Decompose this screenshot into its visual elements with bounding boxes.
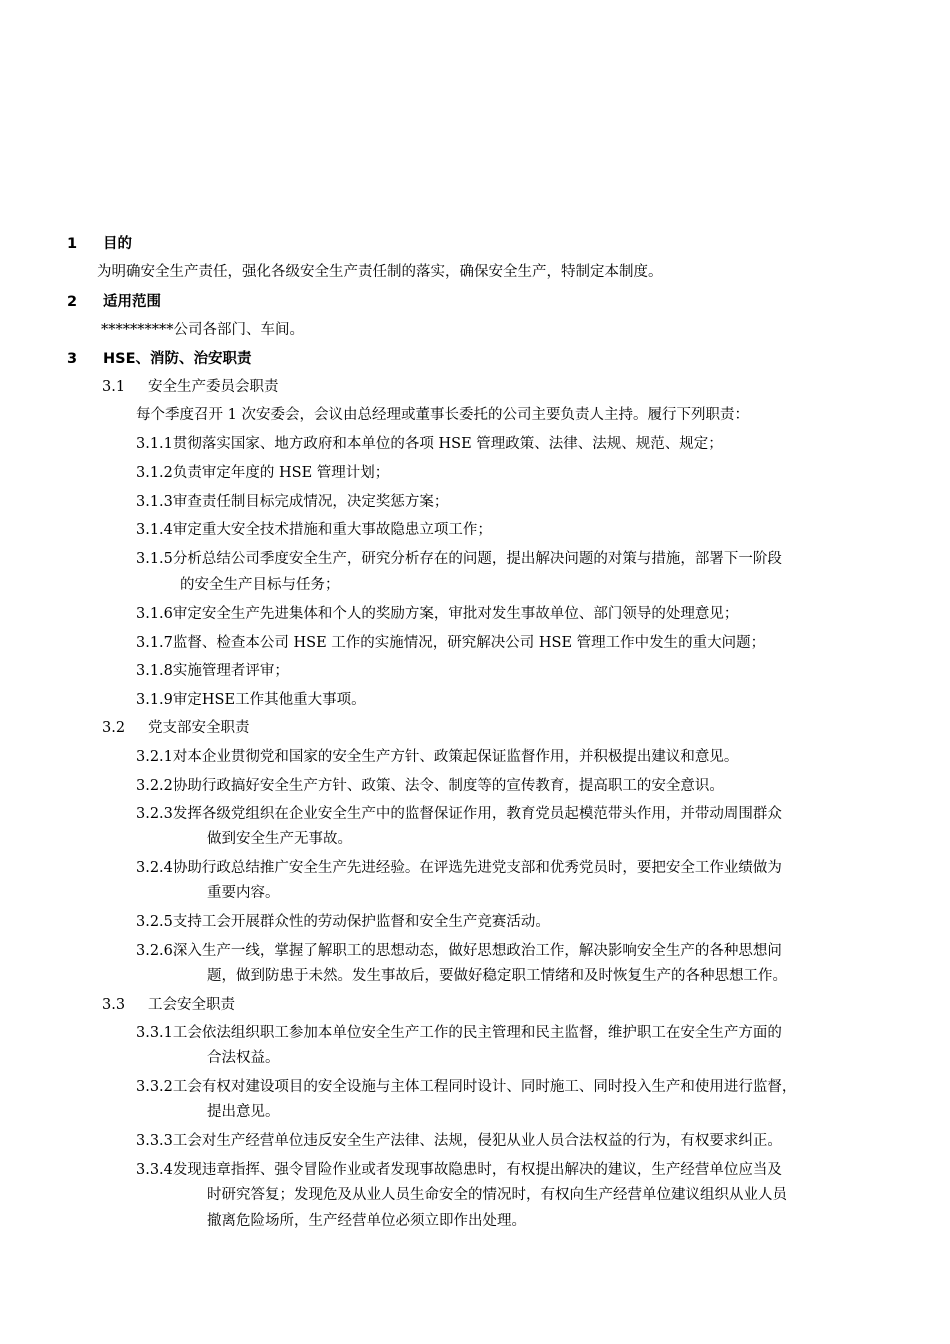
item-3-1-4	[136, 520, 492, 540]
item-3-2-6-continuation: 题，做到防患于未然。发生事故后，要做好稳定职工情绪和及时恢复生产的各种思想工作。	[207, 968, 787, 984]
subsection-title: 党支部安全职责	[148, 720, 250, 736]
item-text: 审定HSE工作其他重大事项。	[172, 692, 366, 708]
item-3-1-8	[136, 661, 289, 681]
item-3-2-4	[136, 858, 782, 878]
item-text: 工会有权对建设项目的安全设施与主体工程同时设计、同时施工、同时投入生产和使用进行监督，	[172, 1079, 797, 1095]
item-text: 审定重大安全技术措施和重大事故隐患立项工作；	[172, 522, 492, 538]
item-text: 发挥各级党组织在企业安全生产中的监督保证作用，教育党员起模范带头作用，并带动周围群众	[172, 806, 782, 822]
item-text: 贯彻落实国家、地方政府和本单位的各项 HSE 管理政策、法律、法规、规范、规定；	[172, 436, 723, 452]
item-text: 审查责任制目标完成情况，决定奖惩方案；	[172, 494, 449, 510]
item-text: 监督、检查本公司 HSE 工作的实施情况，研究解决公司 HSE 管理工作中发生的重大问题；	[172, 635, 766, 651]
item-3-3-1	[136, 1023, 782, 1043]
item-3-1-2	[136, 463, 389, 483]
item-number: 3.2.3	[136, 806, 173, 822]
item-text: 工会对生产经营单位违反安全生产法律、法规，侵犯从业人员合法权益的行为，有权要求纠正。	[172, 1133, 782, 1149]
section-2-text: **********公司各部门、车间。	[101, 322, 304, 338]
subsection-3-1-intro: 每个季度召开 1 次安委会，会议由总经理或董事长委托的公司主要负责人主持。履行下列职责：	[136, 407, 749, 423]
item-number: 3.2.5	[136, 914, 173, 930]
item-3-2-5	[136, 912, 550, 932]
item-3-3-4-continuation-1: 时研究答复；发现危及从业人员生命安全的情况时，有权向生产经营单位建议组织从业人员	[207, 1187, 787, 1203]
item-number: 3.2.6	[136, 943, 173, 959]
item-number: 3.2.4	[136, 860, 173, 876]
item-3-1-6	[136, 604, 738, 624]
item-3-1-1	[136, 434, 723, 454]
section-1-text: 为明确安全生产责任，强化各级安全生产责任制的落实，确保安全生产，特制定本制度。	[97, 264, 663, 280]
item-number: 3.1.7	[136, 635, 173, 651]
item-number: 3.1.3	[136, 494, 173, 510]
item-number: 3.1.1	[136, 436, 173, 452]
item-3-3-1-continuation: 合法权益。	[207, 1050, 280, 1066]
item-text: 工会依法组织职工参加本单位安全生产工作的民主管理和民主监督，维护职工在安全生产方面的	[172, 1025, 782, 1041]
item-3-2-1	[136, 747, 738, 767]
item-number: 3.1.8	[136, 663, 173, 679]
item-text: 负责审定年度的 HSE 管理计划；	[172, 465, 390, 481]
item-number: 3.1.9	[136, 692, 173, 708]
item-text: 审定安全生产先进集体和个人的奖励方案，审批对发生事故单位、部门领导的处理意见；	[172, 606, 739, 622]
item-number: 3.3.3	[136, 1133, 173, 1149]
item-number: 3.2.1	[136, 749, 173, 765]
item-3-1-5-continuation: 的安全生产目标与任务；	[180, 577, 340, 593]
item-3-2-2	[136, 776, 724, 796]
item-number: 3.1.2	[136, 465, 173, 481]
section-number: 2	[67, 294, 78, 310]
subsection-title: 安全生产委员会职责	[148, 379, 279, 395]
section-title: 适用范围	[103, 294, 161, 310]
item-text: 支持工会开展群众性的劳动保护监督和安全生产竞赛活动。	[172, 914, 550, 930]
section-title: HSE、消防、治安职责	[103, 351, 252, 367]
subsection-number: 3.1	[102, 379, 126, 395]
item-number: 3.1.5	[136, 551, 173, 567]
item-3-2-3-continuation: 做到安全生产无事故。	[207, 831, 352, 847]
item-3-3-2-continuation: 提出意见。	[207, 1104, 280, 1120]
item-3-2-4-continuation: 重要内容。	[207, 885, 280, 901]
section-2-heading	[67, 292, 161, 312]
section-title: 目的	[103, 236, 132, 252]
section-3-heading	[67, 349, 251, 369]
item-text: 发现违章指挥、强令冒险作业或者发现事故隐患时，有权提出解决的建议，生产经营单位应当及	[172, 1162, 782, 1178]
item-3-1-9	[136, 690, 366, 710]
item-number: 3.3.1	[136, 1025, 173, 1041]
item-3-3-2	[136, 1077, 796, 1097]
item-3-3-3	[136, 1131, 782, 1151]
item-3-3-4-continuation-2: 撤离危险场所，生产经营单位必须立即作出处理。	[207, 1213, 526, 1229]
item-number: 3.1.4	[136, 522, 173, 538]
item-number: 3.2.2	[136, 778, 173, 794]
item-3-2-6	[136, 941, 782, 961]
item-3-3-4	[136, 1160, 782, 1180]
item-3-1-3	[136, 492, 448, 512]
section-number: 1	[67, 236, 78, 252]
section-1-heading	[67, 234, 132, 254]
item-text: 分析总结公司季度安全生产，研究分析存在的问题，提出解决问题的对策与措施，部署下一阶段	[172, 551, 782, 567]
item-3-1-7	[136, 633, 765, 653]
item-text: 对本企业贯彻党和国家的安全生产方针、政策起保证监督作用，并积极提出建议和意见。	[172, 749, 739, 765]
item-text: 协助行政搞好安全生产方针、政策、法令、制度等的宣传教育，提高职工的安全意识。	[172, 778, 724, 794]
subsection-number: 3.2	[102, 720, 126, 736]
item-number: 3.3.2	[136, 1079, 173, 1095]
section-number: 3	[67, 351, 78, 367]
item-3-1-5	[136, 549, 782, 569]
subsection-3-3-heading	[102, 995, 235, 1015]
subsection-3-2-heading	[102, 718, 250, 738]
subsection-title: 工会安全职责	[148, 997, 235, 1013]
item-number: 3.3.4	[136, 1162, 173, 1178]
subsection-number: 3.3	[102, 997, 126, 1013]
item-text: 实施管理者评审；	[172, 663, 289, 679]
item-text: 深入生产一线，掌握了解职工的思想动态，做好思想政治工作，解决影响安全生产的各种思想问	[172, 943, 782, 959]
item-number: 3.1.6	[136, 606, 173, 622]
item-3-2-3	[136, 804, 782, 824]
subsection-3-1-heading	[102, 377, 279, 397]
item-text: 协助行政总结推广安全生产先进经验。在评选先进党支部和优秀党员时，要把安全工作业绩做为	[172, 860, 782, 876]
